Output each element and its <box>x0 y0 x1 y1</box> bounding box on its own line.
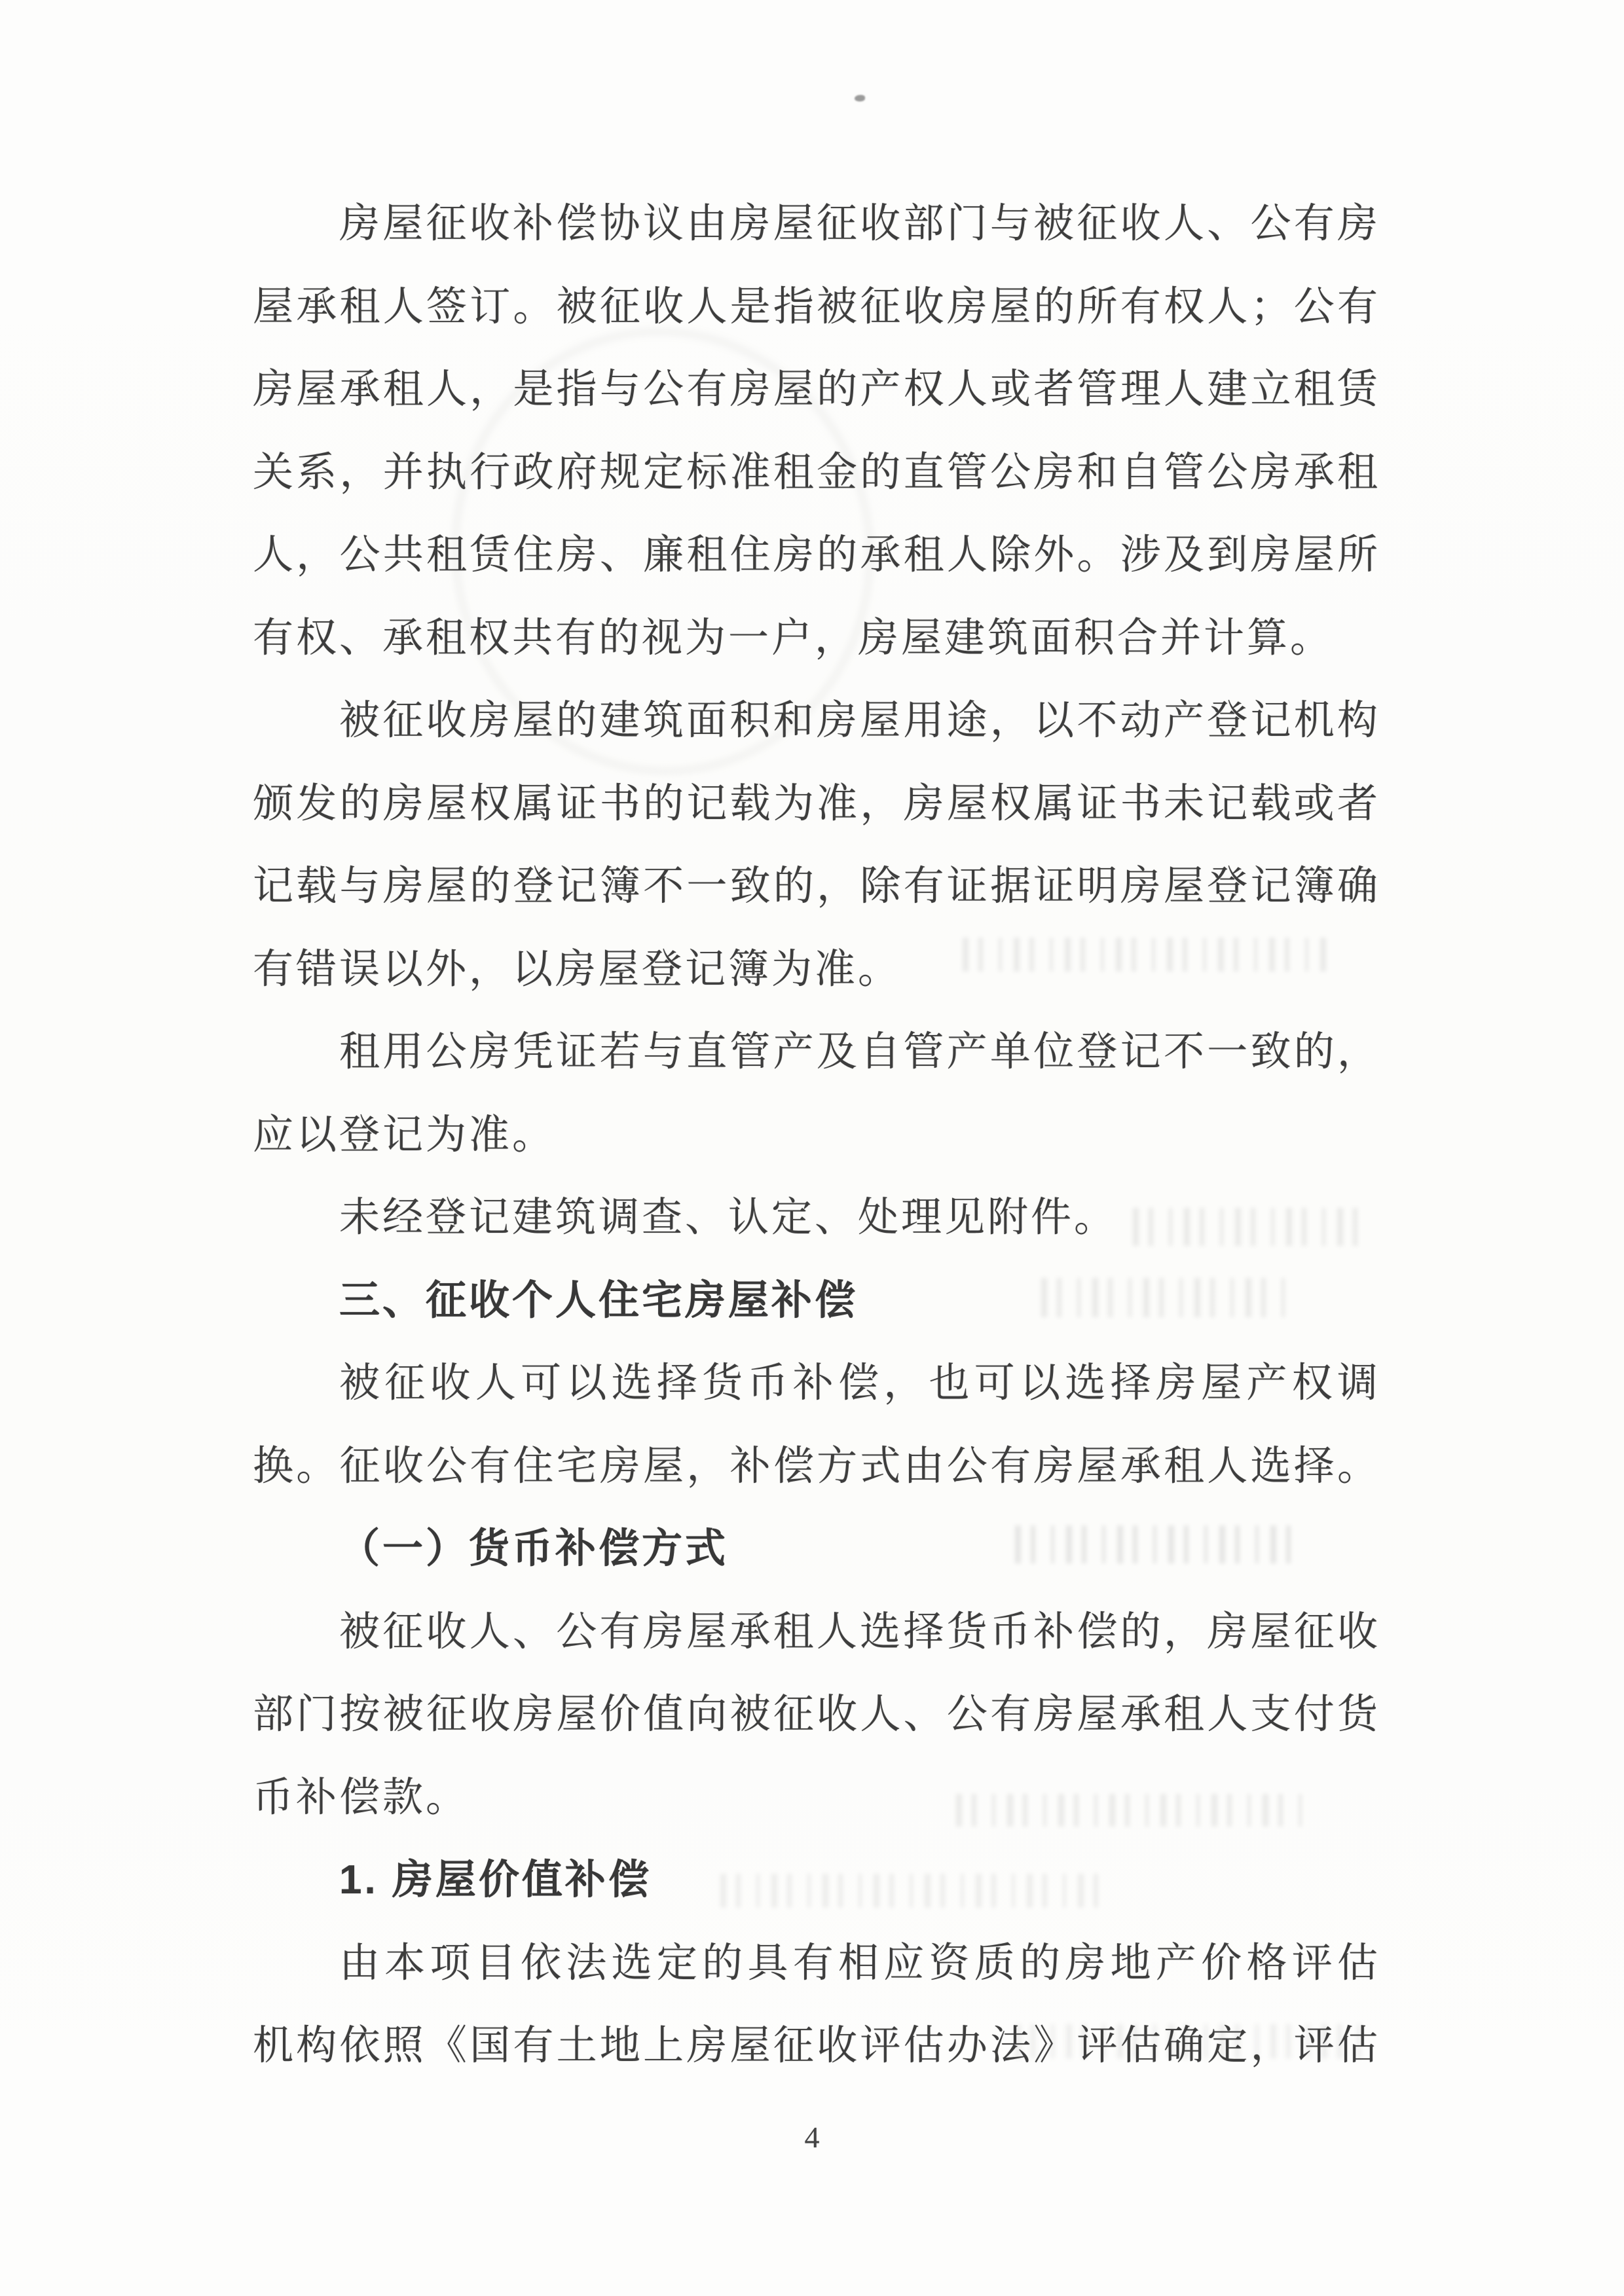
page-number: 4 <box>804 2121 820 2154</box>
text-line: 有权、承租权共有的视为一户，房屋建筑面积合并计算。 <box>253 615 1334 661</box>
text-line: 被征收人可以选择货币补偿，也可以选择房屋产权调 <box>339 1361 1380 1406</box>
text-line: 颁发的房屋权属证书的记载为准，房屋权属证书未记载或者 <box>253 781 1380 826</box>
text-line: 币补偿款。 <box>253 1775 470 1820</box>
scan-speck <box>855 95 865 101</box>
text-line: 房屋承租人，是指与公有房屋的产权人或者管理人建立租赁 <box>253 367 1380 412</box>
text-line: 由本项目依法选定的具有相应资质的房地产价格评估 <box>339 1941 1380 1986</box>
text-line: 记载与房屋的登记簿不一致的，除有证据证明房屋登记簿确 <box>253 864 1380 909</box>
text-line: 关系，并执行政府规定标准租金的直管公房和自管公房承租 <box>253 450 1380 495</box>
text-line: 机构依照《国有土地上房屋征收评估办法》评估确定，评估 <box>253 2024 1380 2068</box>
text-line: 房屋征收补偿协议由房屋征收部门与被征收人、公有房 <box>339 202 1380 246</box>
text-line: 换。征收公有住宅房屋，补偿方式由公有房屋承租人选择。 <box>253 1444 1380 1489</box>
heading-line: 1. 房屋价值补偿 <box>339 1857 652 1903</box>
text-line: 被征收人、公有房屋承租人选择货币补偿的，房屋征收 <box>339 1609 1380 1654</box>
text-line: 部门按被征收房屋价值向被征收人、公有房屋承租人支付货 <box>253 1692 1380 1737</box>
text-line: 租用公房凭证若与直管产及自管产单位登记不一致的， <box>339 1030 1380 1074</box>
text-line: 人，公共租赁住房、廉租住房的承租人除外。涉及到房屋所 <box>253 533 1380 577</box>
heading-line: 三、征收个人住宅房屋补偿 <box>339 1277 858 1323</box>
heading-line: （一）货币补偿方式 <box>339 1526 729 1571</box>
text-line: 屋承租人签订。被征收人是指被征收房屋的所有权人；公有 <box>253 284 1380 329</box>
document-body <box>253 183 1380 2088</box>
text-line: 未经登记建筑调查、认定、处理见附件。 <box>339 1195 1118 1240</box>
text-line: 被征收房屋的建筑面积和房屋用途，以不动产登记机构 <box>339 699 1380 743</box>
text-line: 有错误以外，以房屋登记簿为准。 <box>253 947 902 992</box>
text-line: 应以登记为准。 <box>253 1112 556 1157</box>
